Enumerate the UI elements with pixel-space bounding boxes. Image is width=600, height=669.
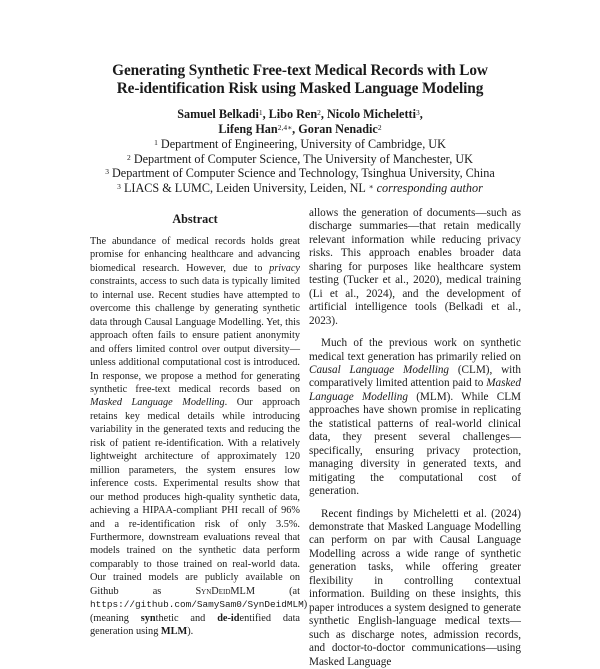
abstract-text: ). (187, 626, 194, 638)
abstract-bold: MLM (160, 626, 188, 638)
affil-mark: 2 (127, 152, 131, 162)
intro-paragraph-1: allows the generation of documents—such as discharge summaries—that retain medically relevant information while reducing privacy risks. This approach enables broader data sharing for purposes like healthcare system testing (Tucker et al., 2020), medical training (Li et al., 2024), and the development of artificial intelligence tools (Belkadi et al., 2023). (309, 207, 521, 327)
abstract-body (89, 235, 308, 639)
affil-mark: 3 (105, 167, 109, 177)
github-link[interactable]: https://github.com/SamySam0/SynDeidMLM (90, 599, 304, 611)
affil-text: Department of Computer Science, The University of Manchester, UK (130, 151, 473, 166)
author-affil-mark: 2 (377, 123, 382, 132)
author-affil-mark: 2,4∗ (277, 123, 293, 132)
abstract-text: entified data generation using (90, 612, 300, 638)
abstract-text: . Our approach retains key medical details while introducing variability in the generated texts and reducing the risk of patient re-identification. With a relatively lightweight architecture of approximately 120 million parameters, the system ensures low inference costs. Experimental results show that our method produces high-quality synthetic data, achieving a HIPAA-compliant PHI recall of 96% and a re-identification risk of only 3.5%. Furthermore, downstream evaluations reveal that models trained on the synthetic data perform comparably to those trained on real-world data. Our trained models are publicly available on Github as (90, 397, 300, 597)
abstract-text: ) (meaning (90, 599, 308, 624)
tool-name: SynDeidMLM (195, 585, 255, 597)
abstract-emphasis: Masked Language Modelling (90, 397, 225, 409)
abstract-heading: Abstract (172, 212, 218, 226)
abstract-text: (at (255, 585, 300, 597)
author-affil-mark: 1 (258, 108, 263, 117)
left-column (89, 212, 308, 639)
affiliation (40, 152, 560, 167)
abstract-bold: de-id (217, 612, 240, 624)
author-name: Nicolo Micheletti (326, 107, 416, 121)
author-affil-mark: 2 (317, 108, 321, 117)
intro-paragraph-2 (309, 337, 521, 498)
corresponding-note: corresponding author (376, 180, 483, 195)
corresponding-mark: ∗ (368, 181, 374, 191)
author-sep: , (262, 107, 269, 121)
abstract-bold: syn (140, 612, 156, 624)
author-line-2 (60, 122, 540, 137)
abstract-text: thetic and (155, 612, 218, 624)
abstract-text: The abundance of medical records holds great promise for enhancing healthcare and advancing biomedical research. However, due to (90, 236, 300, 274)
author-affil-mark: 3 (415, 108, 420, 117)
affiliation (40, 137, 560, 152)
author-name: Samuel Belkadi (177, 107, 259, 121)
affil-mark: 3 (117, 181, 121, 191)
author-list (60, 107, 540, 137)
affil-text: Department of Engineering, University of Cambridge, UK (157, 137, 446, 151)
affiliation-list (40, 137, 560, 195)
affil-mark: 1 (154, 138, 158, 147)
title-line-2: Re-identification Risk using Masked Language Modeling (116, 80, 484, 97)
author-sep: , (419, 107, 423, 121)
author-name: Goran Nenadic (298, 122, 378, 136)
title-line-1: Generating Synthetic Free-text Medical Records with Low (112, 62, 488, 79)
author-line-1 (60, 107, 540, 122)
abstract-emphasis: privacy (269, 262, 300, 274)
affiliation (40, 181, 560, 196)
author-name: Lifeng Han (218, 122, 278, 136)
intro-paragraph-3: Recent findings by Micheletti et al. (2024) demonstrate that Masked Language Modelling can perform on par with Causal Language Modelling across a wide range of synthetic generation tasks, while offering greater flexibility in controlling contextual information. Building on these insights, this paper introduces a system designed to generate synthetic English-language medical texts—such as discharge notes, admission records, and doctor-to-doctor communications—using Masked Language (309, 507, 521, 668)
author-name: Libo Ren (268, 107, 318, 121)
affiliation (40, 166, 560, 181)
intro-emphasis: Causal Language Modelling (309, 363, 450, 376)
intro-text: (CLM), with comparatively limited attention paid to (309, 363, 521, 390)
author-sep: , (320, 107, 327, 121)
intro-emphasis: Masked Language Modelling (309, 377, 521, 403)
affil-text: Department of Computer Science and Technology, Tsinghua University, China (108, 166, 495, 181)
abstract-text: constraints, access to such data is typically limited to internal use. Recent studies have attempted to overcome this challenge by generating synthetic data through Causal Language Modelling. Yet, this approach often fails to ensure patient anonymity and offers limited control over output diversity—unless additional computational cost is introduced. In response, we propose a method for generating synthetic free-text medical records based on (90, 276, 300, 395)
intro-text: Much of the previous work on synthetic medical text generation has primarily relied on (309, 337, 521, 363)
paper-title (60, 62, 540, 98)
author-sep: , (292, 122, 299, 136)
intro-text: (MLM). While CLM approaches have shown promise in replicating the statistical patterns of real-world clinical data, they present several challenges—specifically, ensuring privacy protection, managing diversity in generated texts, and mitigating the computational cost of generation. (309, 390, 521, 498)
affil-text: LIACS & LUMC, Leiden University, Leiden, NL (120, 180, 369, 195)
